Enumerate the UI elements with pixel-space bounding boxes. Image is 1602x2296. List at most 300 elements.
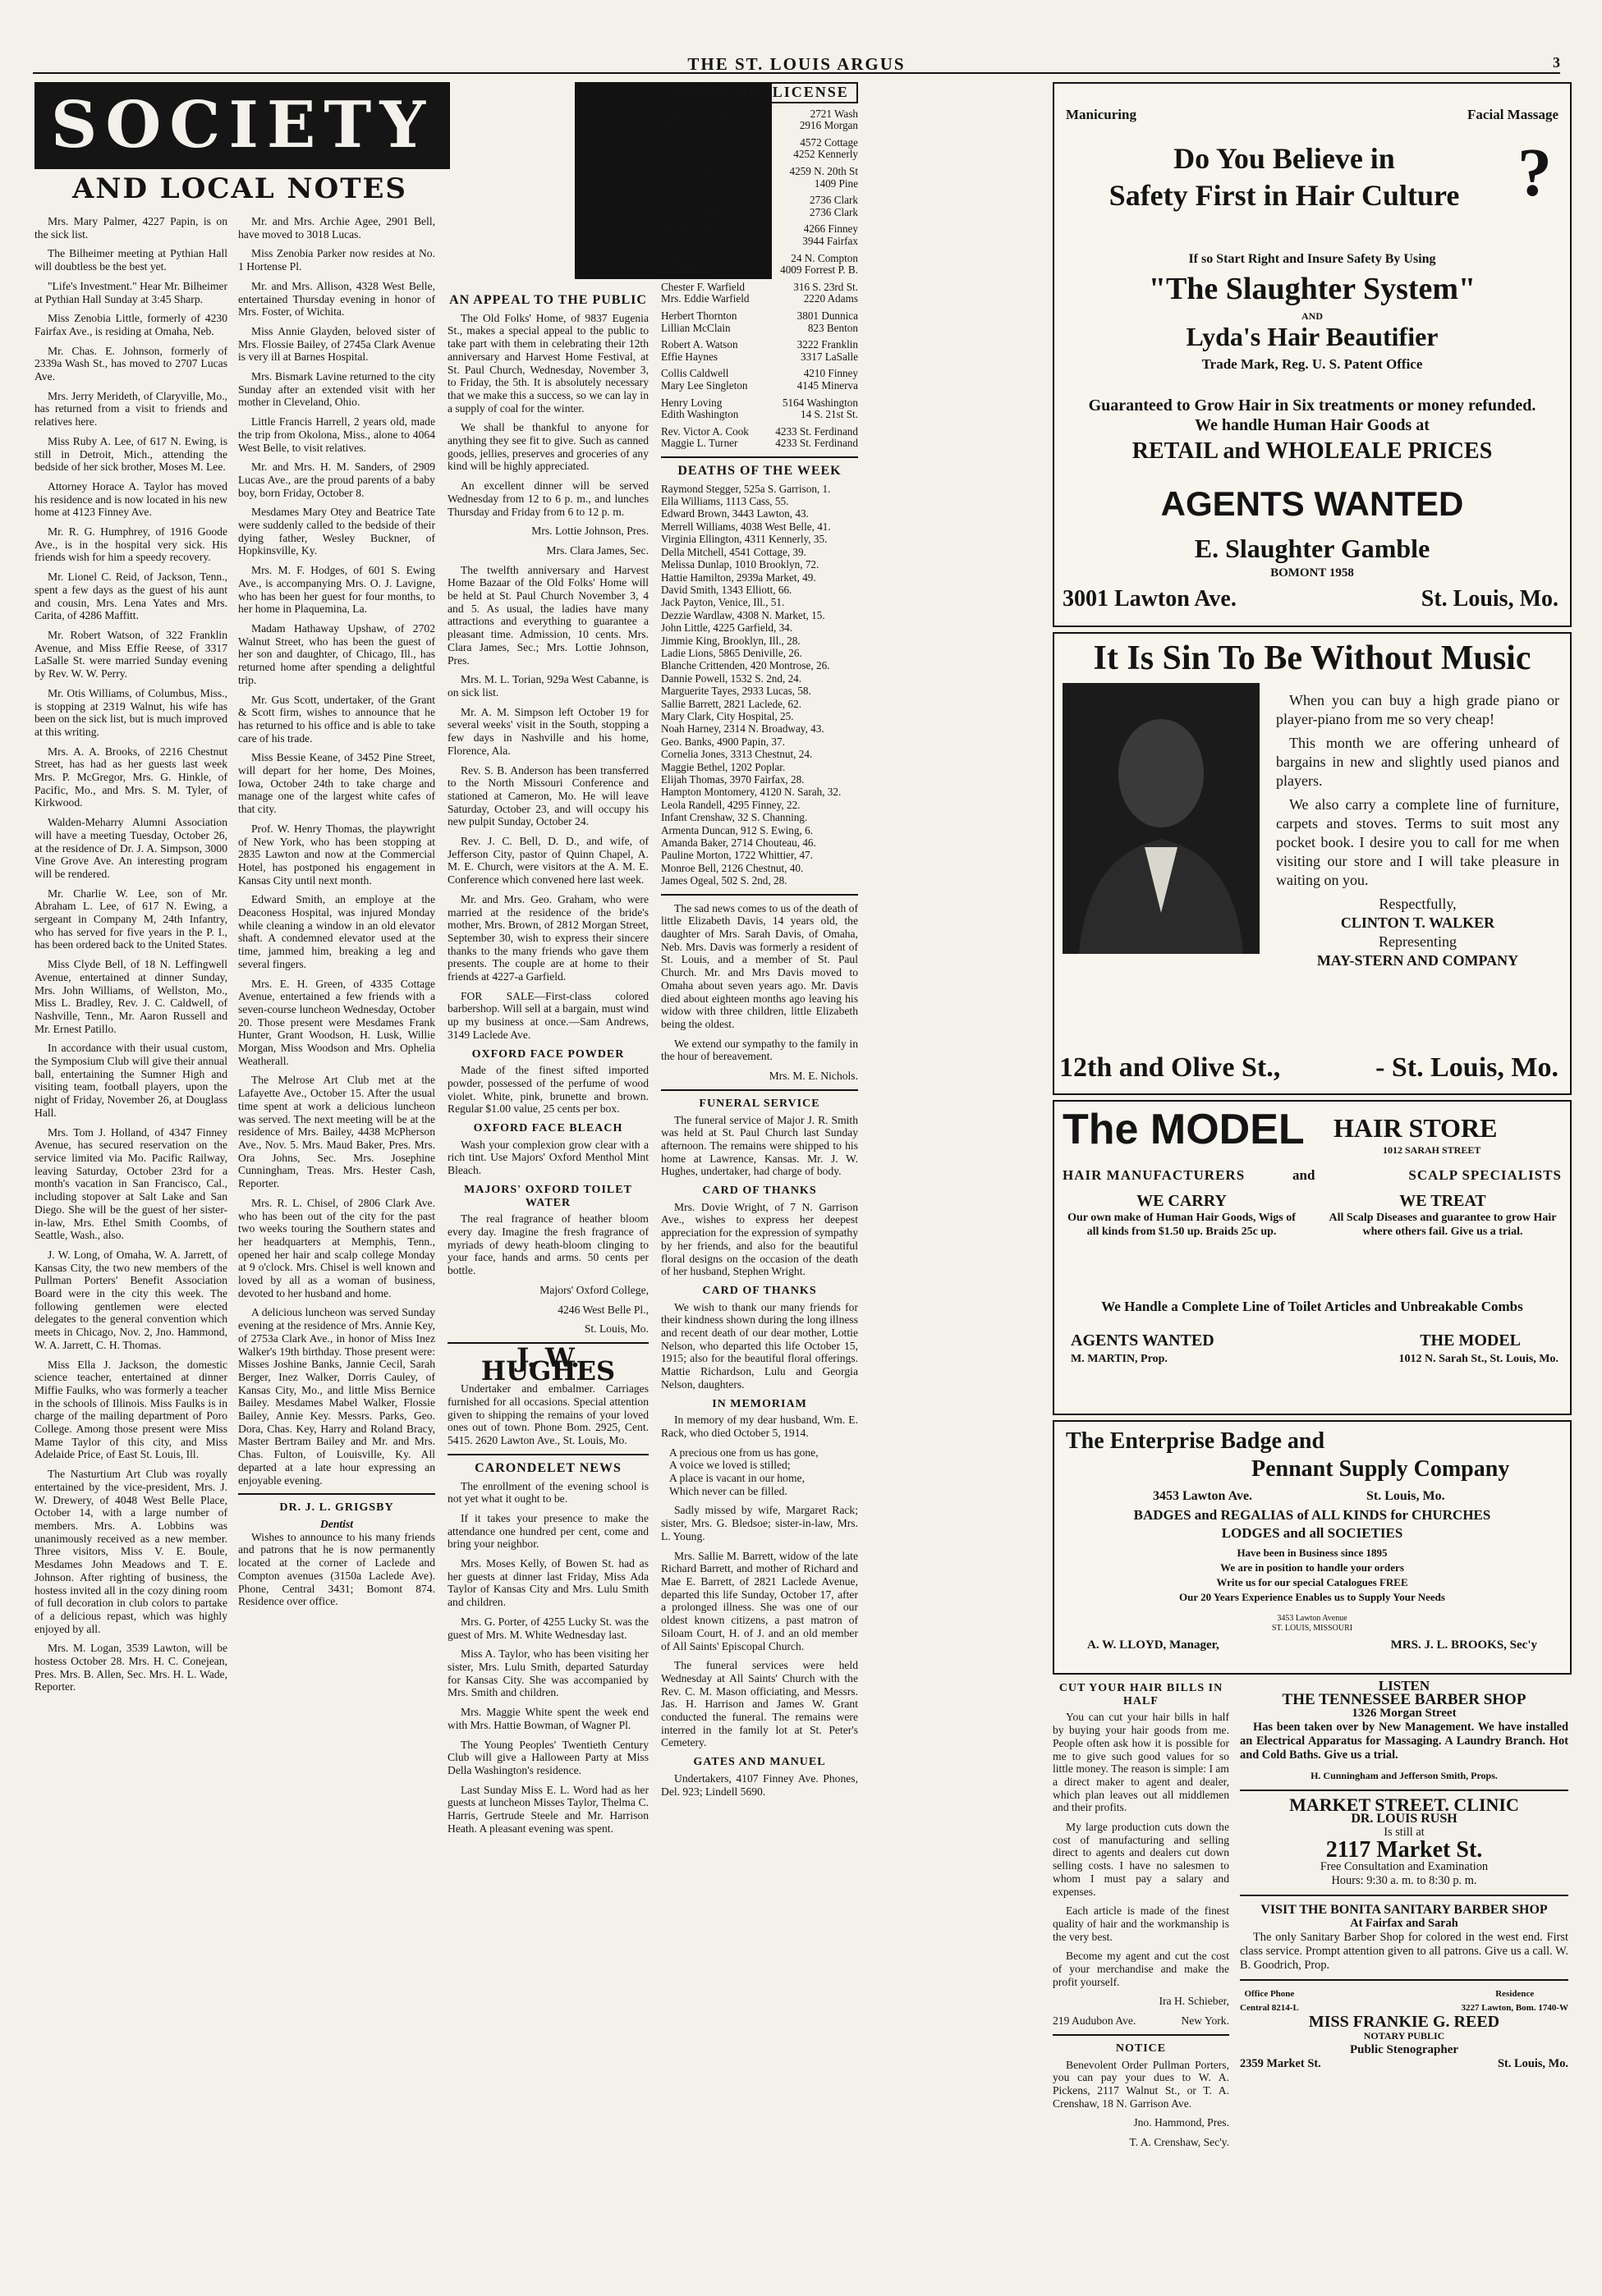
column-2 — [238, 215, 435, 2282]
poem-line: A place is vacant in our home, — [669, 1472, 805, 1485]
enterprise-ad — [1053, 1420, 1572, 1675]
death-entry: Leola Randell, 4295 Finney, 22. — [661, 798, 801, 811]
marriage-name: Claretta Burton — [661, 236, 728, 248]
death-entry: Monroe Bell, 2126 Chestnut, 40. — [661, 861, 804, 874]
marriage-address: 4266 Finney — [803, 223, 858, 236]
society-item: Mrs. Bismark Lavine returned to the city Sunday after an extended visit with her mother in Cleveland, Ohio. — [238, 370, 435, 409]
society-item: Mrs. Tom J. Holland, of 4347 Finney Avenue, has secured reservation on the service limited via Mo. Pacific Railway, leaving Saturday, October 23rd for a month's vacation in San Francisco, Cal., including stopover at Salt Lake and San Diego. She will be the guest of her sister-in-law, Mrs. Ethel Smith Coombs, of Seattle, Wash., also. — [34, 1125, 227, 1242]
marriage-entry — [661, 409, 858, 421]
thanks-text: Mrs. Dovie Wright, of 7 N. Garrison Ave., wishes to express her deepest appreciation for the expression of sympathy by her friends, and also for the beautiful floral designs on the occasion of the death of her husband, Stephen Wright. — [661, 1200, 858, 1278]
marriage-name: Francis Alston — [661, 206, 724, 218]
death-entry: Pauline Morton, 1722 Whittier, 47. — [661, 849, 813, 862]
society-item: Miss Clyde Bell, of 18 N. Leffingwell Avenue, entertained at dinner Sunday, Mrs. John Williams, of Wellston, Mo., Miss L. Bradley, Rev. J. C. Caldwell, of Nashville, Tenn., Mr. Aaron Russell and Mr. Ernest Patillo. — [34, 958, 227, 1035]
question-mark: ? — [1517, 135, 1552, 211]
marriage-name: Robert Smith — [661, 166, 719, 178]
page-number: 3 — [1553, 54, 1560, 71]
carondelet-title: CARONDELET NEWS — [475, 1460, 622, 1475]
water-text: The real fragrance of heather bloom every day. Imagine the fresh fragrance of myriads of dewy heath-bloom clinging to your face, hands and arms. 50 cents per bottle. — [448, 1212, 649, 1277]
marriage-entry — [661, 120, 858, 132]
society-item: Mr. and Mrs. Archie Agee, 2901 Bell, have moved to 3018 Lucas. — [238, 215, 435, 241]
marriage-entry — [661, 438, 858, 450]
clinic-title: MARKET STREET. CLINIC — [1289, 1794, 1519, 1815]
news-item: The twelfth anniversary and Harvest Home Bazaar of the Old Folks' Home will be held at St. Paul Church November 3, 4 and 5. As usual, the ladies have many attractions and everything to guarantee a pleasant time. Admission, 10 cents. Mrs. Clara James, Sec.; Mrs. Lottie Johnson, Pres. — [448, 563, 649, 667]
memoriam-poem — [669, 1446, 858, 1498]
marriage-entry — [661, 195, 858, 207]
column-5 — [1053, 1679, 1229, 2282]
slaughter-guarantee: Guaranteed to Grow Hair in Six treatments or money refunded. We handle Human Hair Goods at — [1088, 396, 1536, 434]
model-manufacturers: HAIR MANUFACTURERS — [1063, 1167, 1246, 1183]
society-item: Mr. Otis Williams, of Columbus, Miss., is stopping at 2319 Walnut, his wife has been on the sick list, but is much improved at this writing. — [34, 686, 227, 738]
model-agents: AGENTS WANTED — [1071, 1331, 1214, 1350]
masthead-title: THE ST. LOUIS ARGUS — [687, 54, 906, 74]
clinic-doctor: DR. LOUIS RUSH — [1351, 1812, 1457, 1826]
model-ad — [1053, 1100, 1572, 1415]
reed-city: St. Louis, Mo. — [1498, 2057, 1568, 2070]
death-entry: Hampton Montomery, 4120 N. Sarah, 32. — [661, 786, 842, 799]
marriage-address: 4259 N. 20th St — [789, 166, 858, 178]
marriage-address: 4145 Minerva — [796, 379, 858, 392]
society-item: The Nasturtium Art Club was royally entertained by the vice-president, Mrs. J. W. Drewery, of 4048 West Belle Place, October 14, with a large number of members. Mrs. A. Lobbins was unanimously received as a new member. Three visitors, Miss V. E. Boule, Mesdames John Meadows and T. E. Johnson. After righting of business, the hostess invited all in the cozy dining room of full decoration in club colors to partake of a delicious repast, which was highly enjoyed by all. — [34, 1468, 227, 1635]
death-entry: John Little, 4225 Garfield, 34. — [661, 621, 793, 635]
model-carry — [1063, 1192, 1301, 1239]
society-item: Miss Zenobia Parker now resides at No. 1 Hortense Pl. — [238, 247, 435, 273]
memoriam-text: Sadly missed by wife, Margaret Rack; sister, Mrs. G. Bledsoe; sister-in-law, Mrs. L. Young. — [661, 1504, 858, 1542]
enterprise-manager: A. W. LLOYD, Manager, — [1087, 1638, 1219, 1652]
notice-sig: T. A. Crenshaw, Sec'y. — [1129, 2136, 1229, 2149]
marriage-name: Mrs. Eddie Warfield — [661, 293, 750, 305]
society-item: Mrs. M. F. Hodges, of 601 S. Ewing Ave., is accompanying Mrs. O. J. Lavigne, who has been her guest for four months, to her home in Plaquemina, La. — [238, 564, 435, 616]
carondelet-item: Mrs. Moses Kelly, of Bowen St. had as her guests at dinner last Friday, Miss Ada Taylor of Kansas City and Mrs. Lulu Smith and children. — [448, 1557, 649, 1609]
haircut-para: Become my agent and cut the cost of your merchandise and make the profit yourself. — [1053, 1950, 1229, 1988]
haircut-para: You can cut your hair bills in half by buying your hair goods from me. People often ask how it is possible for me to give such good values for so little money. The reason is simple: I am a direct maker to agent and dealer, which plan leaves out all middlemen and their profits. — [1053, 1711, 1229, 1814]
music-company: MAY-STERN AND COMPANY — [1316, 952, 1519, 969]
news-item: Rev. S. B. Anderson has been transferred to the North Missouri Conference and stationed at Cameron, Mo. He will leave Saturday, October 23, and will occupy his new pulpit Sunday, October 24. — [448, 763, 649, 828]
music-ad — [1053, 632, 1572, 1095]
haircut-sig: Ira H. Schieber, — [1159, 1995, 1229, 2008]
slaughter-and: AND — [1301, 310, 1323, 322]
marriage-entry — [661, 293, 858, 305]
marriage-address: 24 N. Compton — [791, 252, 858, 264]
poem-line: A precious one from us has gone, — [669, 1446, 819, 1459]
marriage-entry — [661, 264, 858, 277]
music-rep: Representing — [1379, 933, 1457, 950]
column-3 — [448, 289, 649, 2282]
slaughter-beautifier: Lyda's Hair Beautifier — [1186, 322, 1439, 351]
haircut-title: CUT YOUR HAIR BILLS IN HALF — [1058, 1682, 1223, 1707]
slaughter-address: 3001 Lawton Ave. — [1063, 586, 1237, 612]
enterprise-line: Write us for our special Catalogues FREE — [1216, 1576, 1408, 1588]
barrett-text: Mrs. Sallie M. Barrett, widow of the late Richard Barrett, and mother of Richard and Mae E. Barrett, of 2821 Laclede Avenue, departed this life Sunday, October 17, after a prolonged illness. She was one of our oldest known citizens, a past matron of Siloam Court, H. of J. and an old member of All Saints' Episcopal Church. — [661, 1549, 858, 1652]
reed-address-row — [1240, 2057, 1568, 2071]
society-item: Mr. Gus Scott, undertaker, of the Grant & Scott firm, wishes to announce that he has returned to his office and is able to take care of his trade. — [238, 693, 435, 745]
enterprise-line: Our 20 Years Experience Enables us to Supply Your Needs — [1179, 1591, 1445, 1603]
society-item: Miss Annie Glayden, beloved sister of Mrs. Flossie Bailey, of 2745a Clark Avenue is very ill at Barnes Hospital. — [238, 324, 435, 364]
model-store: HAIR STORE — [1333, 1113, 1498, 1143]
enterprise-line: BADGES and REGALIAS of ALL KINDS for CHURCHES — [1133, 1507, 1491, 1523]
music-resp: Respectfully, — [1379, 896, 1457, 912]
marriage-address: 2736 Clark — [810, 195, 858, 207]
water-title: MAJORS' OXFORD TOILET WATER — [464, 1183, 632, 1209]
reed-phones — [1240, 1987, 1568, 2015]
marriage-entry — [661, 368, 858, 380]
music-address: 12th and Olive St., — [1059, 1052, 1281, 1083]
death-entry: Cornelia Jones, 3313 Chestnut, 24. — [661, 748, 813, 761]
death-entry: Noah Harney, 2314 N. Broadway, 43. — [661, 722, 824, 736]
marriage-name: Rev. Victor A. Cook — [661, 425, 749, 438]
marriage-name: Estella Holt — [661, 264, 713, 277]
model-treat — [1324, 1192, 1562, 1239]
society-item: Mr. and Mrs. H. M. Sanders, of 2909 Lucas Ave., are the proud parents of a baby boy, born Friday, October 8. — [238, 461, 435, 499]
music-name: CLINTON T. WALKER — [1340, 914, 1495, 931]
appeal-title: AN APPEAL TO THE PUBLIC — [449, 293, 647, 307]
slaughter-trademark: Trade Mark, Reg. U. S. Patent Office — [1201, 356, 1423, 372]
barrett-text: The funeral services were held Wednesday at All Saints' Church with the Rev. C. M. Mason officiating, and Messrs. Jas. H. Harrison and James W. Grant conducted the funeral. The remains were interred in the family lot at St. Peter's Cemetery. — [661, 1659, 858, 1749]
slaughter-line: If so Start Right and Insure Safety By Using — [1188, 252, 1436, 266]
marriage-name: Walter L. Kelby — [661, 136, 731, 149]
marriage-entry — [661, 323, 858, 335]
society-banner — [34, 82, 450, 169]
society-item: Miss Ella J. Jackson, the domestic science teacher, entertained at dinner Miffie Faulks, who was formerly a teacher in the schools of Illinois. Miss Faulks is in charge of the mailing department of Poro College. Among those present were Miss Mame Taylor of this city, and Miss Adelaide Price, of East St. Louis, Ill. — [34, 1358, 227, 1461]
tennessee-props: H. Cunningham and Jefferson Smith, Props. — [1311, 1770, 1498, 1781]
society-item: J. W. Long, of Omaha, W. A. Jarrett, of Kansas City, the two new members of the Pullman Porters' Benefit Association Board were in the city this week. The following gentlemen were elected delegates to the general convention which meets in Chicago, Nov. 2, Jno. Hammond, W. A. Jarrett, C. H. Thomas. — [34, 1248, 227, 1351]
marriage-address: 3801 Dunnica — [796, 310, 858, 323]
model-street: 1012 SARAH STREET — [1383, 1144, 1481, 1156]
death-entry: James Ogeal, 502 S. 2nd, 28. — [661, 874, 787, 887]
marriage-entry — [661, 236, 858, 248]
grigsby-text: Wishes to announce to his many friends and patrons that he is now permanently located at the corner of Laclede and Compton avenues (3150a Laclede Ave). Phone, Central 3431; Bomont 874. Residence over office. — [238, 1530, 435, 1608]
society-item: Mrs. R. L. Chisel, of 2806 Clark Ave. who has been out of the city for the past two weeks touring the Southern states and her headquarters at Memphis, Tenn., opened her hair and scalp college Monday at 9 o'clock. Mrs. Chisel is well known and loved by all as a woman of business, devoted to her husband and home. — [238, 1196, 435, 1299]
marriage-address: 3317 LaSalle — [801, 351, 858, 363]
bonita-at: At Fairfax and Sarah — [1350, 1917, 1458, 1930]
marriage-entry — [661, 178, 858, 190]
funeral-title: FUNERAL SERVICE — [699, 1097, 820, 1110]
slaughter-headline-2: Safety First in Hair Culture — [1109, 179, 1460, 212]
marriage-name: Lillian McClain — [661, 322, 731, 334]
model-carry-text: Our own make of Human Hair Goods, Wigs of all kinds from $1.50 up. Braids 25c up. — [1067, 1212, 1296, 1238]
thanks-title: CARD OF THANKS — [702, 1185, 817, 1198]
music-title: It Is Sin To Be Without Music — [1093, 639, 1531, 677]
haircut-para: My large production cuts down the cost of manufacturing and selling direct to agents and dealers cut down selling costs. I have no salesmen to whom I must pay a salary and expenses. — [1053, 1821, 1229, 1898]
clinic-line: Free Consultation and Examination — [1320, 1860, 1489, 1873]
enterprise-city: St. Louis, Mo. — [1366, 1489, 1445, 1503]
society-item: Mrs. Mary Palmer, 4227 Papin, is on the sick list. — [34, 215, 227, 241]
death-entry: Maggie Bethel, 1202 Poplar. — [661, 760, 786, 773]
reed-residence-phone: 3227 Lawton, Bom. 1740-W — [1461, 2003, 1568, 2013]
marriage-address: 4009 Forrest P. B. — [780, 264, 858, 277]
marriage-name: Will Buford — [661, 195, 714, 207]
tennessee-text: Has been taken over by New Management. We have installed an Electrical Apparatus for Massaging. A Laundry Branch. Hot and Cold Baths. Give us a trial. — [1240, 1721, 1568, 1762]
model-and: and — [1292, 1167, 1315, 1183]
haircut-addr: 219 Audubon Ave. — [1053, 2014, 1136, 2028]
reed-notary: NOTARY PUBLIC — [1363, 2030, 1445, 2042]
death-entry: Geo. Banks, 4900 Papin, 37. — [661, 735, 785, 748]
marriage-address: 3222 Franklin — [796, 339, 858, 351]
marriage-address: 1409 Pine — [814, 177, 858, 190]
model-treat-text: All Scalp Diseases and guarantee to grow Hair where others fail. Give us a trial. — [1329, 1212, 1557, 1238]
davis-text: The sad news comes to us of the death of little Elizabeth Davis, 14 years old, the daughter of Mrs. Sarah Davis, of Omaha, Neb. Mrs. Davis was formerly a resident of St. Louis, and a member of St. Paul Church. Mr. and Mrs Davis moved to Omaha about seven years ago. Mr. Davis died about eighteen months ago leaving his widow with three children, little Elizabeth being the oldest. — [661, 901, 858, 1030]
society-item: Little Francis Harrell, 2 years old, made the trip from Okolona, Miss., alone to 4064 West Belle, to visit relatives. — [238, 415, 435, 454]
society-item: Mr. R. G. Humphrey, of 1916 Goode Ave., is in the hospital very sick. His friends wish for him a speedy recovery. — [34, 525, 227, 564]
model-carry-title: WE CARRY — [1136, 1192, 1227, 1210]
marriage-address: 2220 Adams — [803, 293, 858, 305]
slaughter-system: "The Slaughter System" — [1148, 272, 1476, 306]
marriage-address: 2736 Clark — [810, 206, 858, 218]
carondelet-item: The Young Peoples' Twentieth Century Club will give a Halloween Party at Miss Della Washington's residence. — [448, 1738, 649, 1776]
marriage-entry — [661, 137, 858, 149]
portrait — [1063, 683, 1260, 954]
marriage-address: 2721 Wash — [810, 108, 858, 120]
marriage-name: Edith Washington — [661, 409, 739, 421]
news-item: Mr. and Mrs. Geo. Graham, who were married at the residence of the bride's mother, Mrs. Brown, of 2812 Morgan Street, September 30, wish to express their sincere thanks to the many friends who gave them presents. The couple are at home to their friends at 4227-a Garfield. — [448, 892, 649, 983]
marriage-entry — [661, 310, 858, 323]
poem-line: Which never can be filled. — [669, 1484, 787, 1497]
society-item: Mrs. M. Logan, 3539 Lawton, will be hostess October 28. Mrs. H. C. Conejean, Pres. Mrs. B. Allen, Sec. Mrs. H. L. Wade, Reporter. — [34, 1642, 227, 1693]
marriage-address: 316 S. 23rd St. — [793, 281, 858, 293]
appeal-para: The Old Folks' Home, of 9837 Eugenia St., makes a special appeal to the public to take part with them in celebrating their 12th anniversary and Harvest Home Festival, at St. Paul Church, Wednesday, November 3, to Friday, the 5th. It is absolutely necessary that we make this a success, so we can lay in a supply of coal for the winter. — [448, 311, 649, 415]
slaughter-headline-1: Do You Believe in — [1173, 142, 1395, 175]
marriage-name: Robert A. Watson — [661, 339, 738, 351]
music-para: When you can buy a high grade piano or player-piano from me so very cheap! — [1276, 692, 1559, 727]
society-item: Miss Bessie Keane, of 3452 Pine Street, will depart for her home, Des Moines, Iowa, October 24th to take charge and manage one of the largest white cafes of that city. — [238, 751, 435, 816]
society-item: In accordance with their usual custom, the Symposium Club will give their annual ball, entertaining the Sumner High and visiting team, football players, upon the night of Friday, November 26, at Douglass Hall. — [34, 1042, 227, 1119]
death-entry: Mary Clark, City Hospital, 25. — [661, 709, 794, 722]
marriage-name: Eugene Thomas — [661, 108, 732, 120]
marriage-name: Agnes L. Russell — [661, 149, 736, 161]
model-prop: M. MARTIN, Prop. — [1071, 1353, 1168, 1365]
marriage-name: Collis Caldwell — [661, 368, 729, 380]
society-item: Edward Smith, an employe at the Deaconess Hospital, was injured Monday while cleaning a window in an old elevator shaft. A condemned elevator used at the time, jammed him, breaking a leg and several fingers. — [238, 893, 435, 970]
memoriam-text: In memory of my dear husband, Wm. E. Rack, who died October 5, 1914. — [661, 1414, 858, 1439]
news-item: Mr. A. M. Simpson left October 19 for several weeks' visit in the South, stopping a few days in Nashville and his home, Florence, Ala. — [448, 705, 649, 757]
marriage-entry — [661, 426, 858, 438]
society-item: Miss Ruby A. Lee, of 617 N. Ewing, is still in Detroit, Mich., attending the bedside of her sick brother, Moses M. Lee. — [34, 434, 227, 474]
music-text — [1276, 691, 1559, 1011]
tennessee-title: THE TENNESSEE BARBER SHOP — [1282, 1691, 1526, 1708]
carondelet-item: Mrs. Maggie White spent the week end with Mrs. Hattie Bowman, of Wagner Pl. — [448, 1706, 649, 1731]
hughes-name: J. W. HUGHES — [480, 1341, 616, 1386]
society-item: Mrs. Jerry Merideth, of Claryville, Mo., has returned from a visit to friends and relatives here. — [34, 389, 227, 428]
marriage-entry — [661, 351, 858, 364]
slaughter-city: St. Louis, Mo. — [1421, 586, 1558, 612]
haircut-address — [1053, 2014, 1229, 2028]
carondelet-item: The enrollment of the evening school is not yet what it ought to be. — [448, 1479, 649, 1505]
marriage-address: 5164 Washington — [782, 396, 858, 409]
death-entry: Infant Crenshaw, 32 S. Channing. — [661, 811, 808, 824]
column-6 — [1240, 1679, 1568, 2282]
gates-text: Undertakers, 4107 Finney Ave. Phones, Del. 923; Lindell 5690. — [661, 1771, 858, 1798]
society-item: Mrs. A. A. Brooks, of 2216 Chestnut Street, has had as her guests last week Mrs. P. McGregor, Mrs. G. Hinkle, of Pacific, Mo., and Mrs. S. M. Tyler, of Kirkwood. — [34, 745, 227, 809]
death-entry: Merrell Williams, 4038 West Belle, 41. — [661, 520, 831, 533]
grigsby-title: Dentist — [319, 1517, 354, 1530]
memoriam-title: IN MEMORIAM — [712, 1397, 807, 1410]
marriage-entry — [661, 397, 858, 410]
marriage-address: 4252 Kennerly — [793, 149, 858, 161]
society-subtitle: AND LOCAL NOTES — [72, 172, 407, 205]
bleach-title: OXFORD FACE BLEACH — [473, 1122, 623, 1135]
marriage-entry — [661, 149, 858, 161]
reed-office-label: Office Phone — [1244, 1989, 1295, 1999]
death-entry: Ella Williams, 1113 Cass, 55. — [661, 495, 789, 508]
enterprise-line: We are in position to handle your orders — [1220, 1561, 1404, 1574]
society-item: The Melrose Art Club met at the Lafayette Ave., October 15. After the usual time spent at work a delicious luncheon was served. The next meeting will be at the residence of Mrs. Bailey, 4438 McPherson Ave., Nov. 5. Mrs. Maud Baker, Pres. Mrs. Ora Johns, Sec. Mrs. Josephine Cunningham, Treas. Mrs. Hester Cash, Reporter. — [238, 1074, 435, 1190]
society-item: Miss Zenobia Little, formerly of 4230 Fairfax Ave., is residing at Omaha, Neb. — [34, 312, 227, 337]
clinic-is-still: Is still at — [1384, 1826, 1425, 1839]
powder-title: OXFORD FACE POWDER — [471, 1047, 625, 1061]
marriage-entry — [661, 108, 858, 121]
marriage-name: Henry Loving — [661, 396, 723, 409]
slaughter-ad — [1053, 82, 1572, 627]
reed-residence-label: Residence — [1495, 1989, 1535, 1999]
society-item: A delicious luncheon was served Sunday evening at the residence of Mrs. Annie Key, of 2753a Clark Ave., in honor of Miss Inez Walker's 19th birthday. Those present were: Misses Joshine Banks, Jannie Cecil, Sarah Berger, Inez Walker, Dorris Cauley, of Kansas City, Mo., and little Miss Bernice Bailey. Mesdames Mabel Walker, Flossie Bailey, Annie Key. Messrs. Parks, Geo. Dora, Chas. Key, Harry and Roland Bracy, Master Bertram Bailey and Mr. and Mrs. Chas. Fulton, of Louisville, Ky. All departed at a late hour expressing an enjoyable evening. — [238, 1306, 435, 1487]
enterprise-secretary: MRS. J. L. BROOKS, Sec'y — [1390, 1638, 1537, 1652]
marriage-address: 4572 Cottage — [800, 136, 858, 149]
enterprise-line: LODGES and all SOCIETIES — [1221, 1525, 1403, 1541]
notice-text: Benevolent Order Pullman Porters, you can pay your dues to W. A. Pickens, 2117 Walnut St., or T. A. Crenshaw, 18 N. Garrison Ave. — [1053, 2058, 1229, 2110]
death-entry: Armenta Duncan, 912 S. Ewing, 6. — [661, 823, 813, 836]
society-item: Attorney Horace A. Taylor has moved his residence and is now located in his new home at 4123 Finney Ave. — [34, 479, 227, 519]
deaths-title: DEATHS OF THE WEEK — [677, 463, 842, 478]
marriage-address: 3944 Fairfax — [802, 236, 858, 248]
marriage-address: 4233 St. Ferdinand — [775, 438, 858, 450]
marriage-entry — [661, 282, 858, 294]
society-item: Mr. Lionel C. Reid, of Jackson, Tenn., spent a few days as the guest of his aunt and cousin, Mrs. Lena Yates and Mrs. Carita, of 4286 Maffitt. — [34, 571, 227, 622]
death-entry: Dannie Powell, 1532 S. 2nd, 24. — [661, 671, 802, 685]
enterprise-title-1: The Enterprise Badge and — [1066, 1428, 1325, 1454]
society-item: Mr. Robert Watson, of 322 Franklin Avenue, and Miss Effie Reese, of 3317 LaSalle St. were married Sunday evening by Rev. W. W. Perry. — [34, 628, 227, 681]
bonita-text: The only Sanitary Barber Shop for colored in the west end. First class service. Prompt attention given to all patrons. Give us a call. W. B. Goodrich, Prop. — [1240, 1931, 1568, 1972]
powder-text: Made of the finest sifted imported powder, possessed of the perfume of wood violet. White, pink, brunette and brown. Regular $1.00 value, 25 cents per box. — [448, 1064, 649, 1116]
model-line: We Handle a Complete Line of Toilet Articles and Unbreakable Combs — [1101, 1299, 1523, 1314]
davis-text: We extend our sympathy to the family in the hour of bereavement. — [661, 1037, 858, 1063]
marriage-name: Chester F. Warfield — [661, 281, 746, 293]
water-sig: 4246 West Belle Pl., — [558, 1303, 649, 1316]
news-item: Rev. J. C. Bell, D. D., and wife, of Jefferson City, pastor of Quinn Chapel, A. M. E. Church, were visitors at the A. M. E. Conference which convened here last week. — [448, 835, 649, 887]
masthead — [33, 54, 1560, 74]
slaughter-manicuring: Manicuring — [1066, 107, 1136, 122]
reed-steno: Public Stenographer — [1349, 2043, 1459, 2056]
music-para: We also carry a complete line of furniture, carpets and stoves. Terms to suit most any pocket book. I desire you to call for me when visiting our store and I will take pleasure in waiting on you. — [1276, 796, 1559, 888]
bonita-title: VISIT THE BONITA SANITARY BARBER SHOP — [1260, 1903, 1548, 1917]
funeral-text: The funeral service of Major J. R. Smith was held at St. Paul Church last Sunday afternoon. The remains were shipped to his home at Lawrence, Kansas. Mr. J. W. Hughes, undertaker, had charge of body. — [661, 1113, 858, 1178]
marriage-address: 4233 St. Ferdinand — [775, 425, 858, 438]
bleach-text: Wash your complexion grow clear with a rich tint. Use Majors' Oxford Menthol Mint Bleach. — [448, 1138, 649, 1177]
hughes-text: Undertaker and embalmer. Carriages furnished for all occasions. Special attention given to shipping the remains of your loved ones out of town. Phone Bom. 2925, Cent. 5415. 2620 Lawton Ave., St. Louis, Mo. — [448, 1382, 649, 1447]
slaughter-name: E. Slaughter Gamble — [1194, 534, 1430, 563]
marriage-entry — [661, 380, 858, 392]
tennessee-listen: LISTEN — [1378, 1679, 1430, 1693]
marriage-entry — [661, 223, 858, 236]
carondelet-item: Miss A. Taylor, who has been visiting her sister, Mrs. Lulu Smith, departed Saturday for Kansas City. She was accompanied by Mrs. Smith and children. — [448, 1648, 649, 1699]
water-sig: St. Louis, Mo. — [584, 1322, 649, 1336]
carondelet-item: If it takes your presence to make the attendance one hundred per cent, come and bring your neighbor. — [448, 1511, 649, 1551]
carondelet-item: Mrs. G. Porter, of 4255 Lucky St. was the guest of Mrs. M. White Wednesday last. — [448, 1615, 649, 1641]
marriage-entry — [661, 339, 858, 351]
model-address: 1012 N. Sarah St., St. Louis, Mo. — [1398, 1353, 1558, 1365]
haircut-para: Each article is made of the finest quality of hair and the workmanship is the very best. — [1053, 1904, 1229, 1943]
gates-title: GATES AND MANUEL — [693, 1756, 826, 1769]
news-item: Mrs. M. L. Torian, 929a West Cabanne, is on sick list. — [448, 673, 649, 699]
slaughter-phone: BOMONT 1958 — [1270, 566, 1354, 580]
society-item: Walden-Meharry Alumni Association will have a meeting Tuesday, October 26, at the residence of Dr. J. A. Simpson, 3000 Vine Grove Ave. An interesting program will be rendered. — [34, 816, 227, 880]
marriage-entry — [661, 166, 858, 178]
death-entry: Amanda Baker, 2714 Chouteau, 46. — [661, 836, 816, 850]
music-para: This month we are offering unheard of bargains in new and slightly used pianos and players. — [1276, 735, 1559, 789]
grigsby-name: DR. J. L. GRIGSBY — [279, 1501, 394, 1515]
death-entry: Edward Brown, 3443 Lawton, 43. — [661, 507, 809, 520]
tennessee-address: 1326 Morgan Street — [1352, 1707, 1457, 1720]
appeal-sig: Mrs. Clara James, Sec. — [546, 543, 649, 557]
marriage-name: Blanche Walls — [661, 120, 723, 132]
death-entry: Melissa Dunlap, 1010 Brooklyn, 72. — [661, 558, 819, 571]
notice-title: NOTICE — [1115, 2042, 1167, 2055]
marriage-name: Maggie L. Turner — [661, 438, 738, 450]
reed-name: MISS FRANKIE G. REED — [1308, 2013, 1500, 2031]
model-specialists: SCALP SPECIALISTS — [1408, 1167, 1562, 1183]
thanks-title: CARD OF THANKS — [702, 1284, 817, 1297]
society-item: Mrs. E. H. Green, of 4335 Cottage Avenue, entertained a few friends with a seven-course luncheon Wednesday, October 20. Those present were Mesdames Frank Hunter, Grant Woodson, H. Lusk, Willie Morgan, Miss Woodson and Mrs. Ophelia Weatherall. — [238, 977, 435, 1067]
marriage-address: 14 S. 21st St. — [801, 409, 858, 421]
thanks-text: We wish to thank our many friends for their kindness shown during the long illness and recent death of our dear mother, Lottie Nelson, who departed this life October 15, 1915; also for the beautiful floral offerings. Mattie Richardson, Lulu and Georgia Nelson, daughters. — [661, 1300, 858, 1391]
death-entry: Raymond Stegger, 525a S. Garrison, 1. — [661, 482, 831, 495]
model-name-2: THE MODEL — [1420, 1331, 1521, 1350]
marriage-name: Effie Haynes — [661, 351, 718, 363]
marriage-name: Clifton Jackson — [661, 252, 729, 264]
marriage-name: Burdeen Myers — [661, 223, 728, 236]
death-entry: Dezzie Wardlaw, 4308 N. Market, 15. — [661, 608, 825, 621]
clinic-address: 2117 Market St. — [1325, 1837, 1483, 1863]
death-entry: David Smith, 1343 Elliott, 66. — [661, 583, 792, 596]
music-city: - St. Louis, Mo. — [1375, 1052, 1558, 1083]
reed-address: 2359 Market St. — [1240, 2057, 1321, 2070]
model-treat-title: WE TREAT — [1399, 1192, 1486, 1210]
water-sig: Majors' Oxford College, — [539, 1283, 649, 1296]
haircut-city: New York. — [1181, 2014, 1229, 2028]
death-entry: Jimmie King, Brooklyn, Ill., 28. — [661, 634, 801, 647]
portrait-figure-icon — [1063, 683, 1260, 954]
death-entry: Hattie Hamilton, 2939a Market, 49. — [661, 571, 816, 584]
society-item: "Life's Investment." Hear Mr. Bilheimer at Pythian Hall Sunday at 3:45 Sharp. — [34, 279, 227, 305]
appeal-para: An excellent dinner will be served Wednesday from 12 to 6 p. m., and lunches Thursday and Friday from 6 to 12 p. m. — [448, 479, 649, 518]
poem-line: A voice we loved is stilled; — [669, 1459, 791, 1472]
marriage-entry — [661, 207, 858, 219]
model-title: The MODEL — [1063, 1106, 1305, 1153]
society-item: The Bilheimer meeting at Pythian Hall will doubtless be the best yet. — [34, 247, 227, 273]
marriage-address: 4210 Finney — [803, 368, 858, 380]
marriage-title: MARRIAGE LICENSE — [661, 82, 858, 103]
death-entry: Virginia Ellington, 4311 Kennerly, 35. — [661, 533, 828, 546]
appeal-sig: Mrs. Lottie Johnson, Pres. — [531, 525, 649, 538]
enterprise-line: ST. LOUIS, MISSOURI — [1271, 1624, 1353, 1633]
marriage-name: Mary Lee Singleton — [661, 379, 748, 392]
society-title: SOCIETY — [50, 88, 434, 163]
slaughter-prices: RETAIL and WHOLEALE PRICES — [1131, 438, 1493, 464]
appeal-para: We shall be thankful to anyone for anything they see fit to give. Such as canned goods, jellies, preserves and groceries of any kind will be highly appreciated. — [448, 421, 649, 473]
marriage-entry — [661, 253, 858, 265]
society-item: Prof. W. Henry Thomas, the playwright of New York, who has been stopping at 2835 Lawton and now at the Commercial Hotel, has postponed his engagement in Kansas City until next month. — [238, 822, 435, 887]
marriage-address: 2916 Morgan — [799, 120, 858, 132]
society-item: Mr. and Mrs. Allison, 4328 West Belle, entertained Thursday evening in honor of Mrs. Foster, of Wichita. — [238, 279, 435, 319]
enterprise-line: Have been in Business since 1895 — [1237, 1547, 1388, 1559]
death-entry: Della Mitchell, 4541 Cottage, 39. — [661, 545, 806, 558]
marriage-name: Mattie Henderson — [661, 177, 739, 190]
death-entry: Ladie Lions, 5865 Deniville, 26. — [661, 646, 802, 659]
death-entry: Sallie Barrett, 2821 Laclede, 62. — [661, 697, 802, 710]
carondelet-item: Last Sunday Miss E. L. Word had as her guests at luncheon Misses Taylor, Thelma C. Harris, Gertrude Steele and Mr. Harrison Heath. A pleasant evening was spent. — [448, 1783, 649, 1835]
slaughter-facial: Facial Massage — [1467, 107, 1558, 122]
death-entry: Jack Payton, Venice, Ill., 51. — [661, 596, 785, 609]
society-item: Madam Hathaway Upshaw, of 2702 Walnut Street, who has been the guest of her son and daughter, of Chicago, Ill., has returned home after spending a delightful trip. — [238, 621, 435, 686]
enterprise-title-2: Pennant Supply Company — [1251, 1456, 1510, 1482]
